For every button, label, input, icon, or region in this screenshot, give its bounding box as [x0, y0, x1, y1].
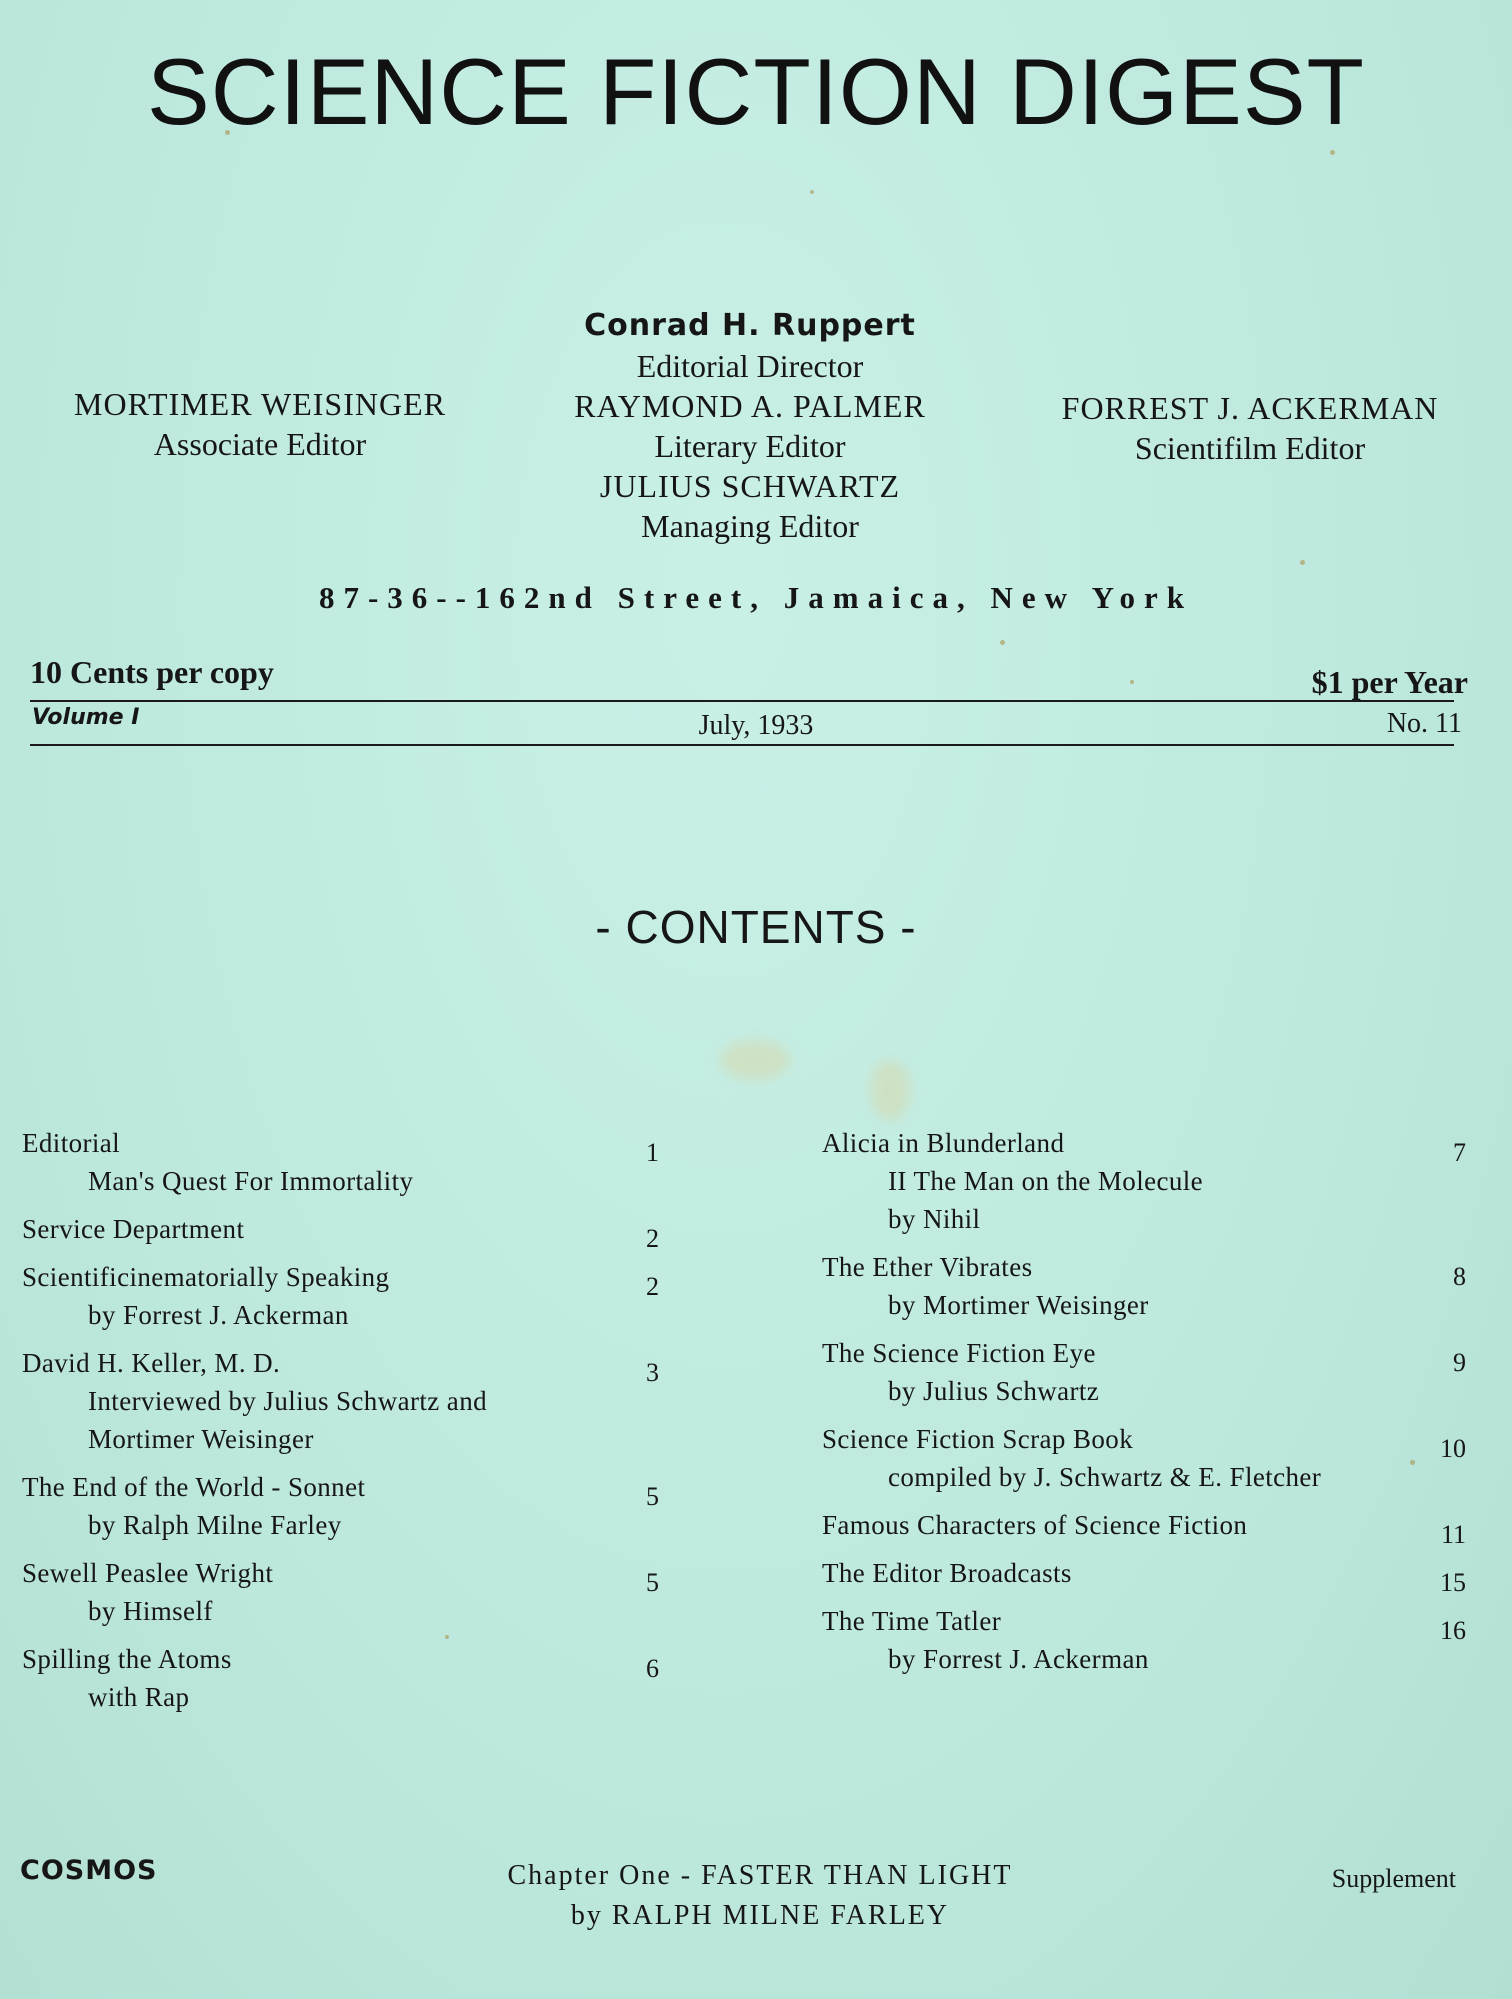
volume-label: Volume I — [32, 705, 140, 730]
contents-entry-page: 8 — [1453, 1262, 1466, 1291]
contents-entry-page: 5 — [646, 1568, 659, 1597]
contents-entry-subtitle: by Ralph Milne Farley — [88, 1510, 342, 1540]
contents-entry — [22, 1468, 682, 1544]
price-per-year: $1 per Year — [1311, 664, 1468, 700]
associate-editor-role: Associate Editor — [153, 426, 367, 462]
contents-entry — [22, 1554, 682, 1630]
contents-entry-title: Spilling the Atoms — [22, 1644, 232, 1674]
contents-entry-page: 6 — [646, 1654, 659, 1683]
contents-entry-title: Editorial — [22, 1128, 121, 1158]
managing-editor-name: JULIUS SCHWARTZ — [599, 468, 901, 504]
contents-entry-page: 3 — [646, 1358, 659, 1387]
top-rule — [30, 700, 1454, 702]
contents-entry-title: The Time Tatler — [822, 1606, 1002, 1636]
contents-entry-title: Scientificinematorially Speaking — [22, 1262, 390, 1292]
contents-entry-page: 11 — [1440, 1520, 1466, 1549]
footer-serial-line1: Chapter One - FASTER THAN LIGHT — [507, 1860, 1013, 1891]
contents-entry-page: 1 — [646, 1138, 659, 1167]
price-per-copy: 10 Cents per copy — [30, 654, 274, 690]
masthead-title: SCIENCE FICTION DIGEST — [147, 39, 1365, 144]
contents-entry-title: Sewell Peaslee Wright — [22, 1558, 274, 1588]
editorial-director-name: Conrad H. Ruppert — [584, 308, 916, 343]
staff-left-block — [20, 384, 500, 464]
contents-entry — [822, 1506, 1472, 1549]
contents-entry — [22, 1258, 682, 1334]
contents-entry-subtitle: by Julius Schwartz — [888, 1376, 1100, 1406]
contents-entry — [822, 1420, 1472, 1496]
contents-entry-title: Service Department — [22, 1214, 245, 1244]
literary-editor-role: Literary Editor — [654, 428, 846, 464]
publisher-address: 87-36--162nd Street, Jamaica, New York — [318, 580, 1194, 615]
issue-number: No. 11 — [1386, 708, 1462, 739]
paper-stain — [720, 1040, 790, 1080]
contents-heading: - CONTENTS - — [595, 901, 917, 953]
issue-date: July, 1933 — [698, 710, 814, 741]
literary-editor-name: RAYMOND A. PALMER — [574, 388, 926, 424]
paper-speck — [1130, 680, 1134, 684]
contents-entry — [22, 1210, 682, 1253]
contents-entry-title: The End of the World - Sonnet — [22, 1472, 366, 1502]
contents-entry-subtitle: by Forrest J. Ackerman — [88, 1300, 349, 1330]
paper-stain — [870, 1060, 910, 1120]
editorial-director-role: Editorial Director — [636, 348, 864, 384]
associate-editor-name: MORTIMER WEISINGER — [74, 386, 446, 422]
contents-entry-page: 10 — [1440, 1434, 1466, 1463]
contents-entry — [22, 1124, 682, 1200]
contents-entry-page: 2 — [646, 1224, 659, 1253]
staff-center-block — [490, 306, 1010, 546]
contents-entry-title: Science Fiction Scrap Book — [822, 1424, 1134, 1454]
contents-entry-title: David H. Keller, M. D. — [22, 1348, 281, 1378]
contents-entry-subtitle: compiled by J. Schwartz & E. Fletcher — [888, 1462, 1322, 1492]
contents-entry — [822, 1248, 1472, 1324]
paper-speck — [810, 190, 814, 194]
contents-entry-subtitle: Man's Quest For Immortality — [88, 1166, 414, 1196]
paper-speck — [1000, 640, 1005, 645]
footer-serial-line2: by RALPH MILNE FARLEY — [570, 1900, 950, 1931]
contents-entry-subtitle: II The Man on the Molecule — [888, 1166, 1204, 1196]
contents-entry-page: 15 — [1440, 1568, 1466, 1597]
contents-entry-title: The Editor Broadcasts — [822, 1558, 1072, 1588]
contents-entry-title: The Science Fiction Eye — [822, 1338, 1096, 1368]
footer-serial — [400, 1856, 1120, 1936]
contents-entry-subtitle: by Mortimer Weisinger — [888, 1290, 1149, 1320]
contents-entry — [822, 1334, 1472, 1410]
contents-entry-subtitle: with Rap — [88, 1682, 190, 1712]
scientifilm-editor-name: FORREST J. ACKERMAN — [1061, 390, 1439, 426]
contents-entry — [822, 1124, 1472, 1238]
contents-entry-title: Famous Characters of Science Fiction — [822, 1510, 1248, 1540]
staff-right-block — [1020, 388, 1480, 468]
contents-entry-subtitle: Interviewed by Julius Schwartz and — [88, 1386, 487, 1416]
contents-entry — [822, 1554, 1472, 1597]
contents-entry-title: Alicia in Blunderland — [822, 1128, 1065, 1158]
contents-entry-page: 2 — [646, 1272, 659, 1301]
contents-entry-subtitle: by Forrest J. Ackerman — [888, 1644, 1149, 1674]
contents-entry — [22, 1640, 682, 1716]
paper-speck — [1330, 150, 1335, 155]
scientifilm-editor-role: Scientifilm Editor — [1134, 430, 1366, 466]
bottom-rule — [30, 744, 1454, 746]
contents-entry — [22, 1344, 682, 1458]
contents-entry — [822, 1602, 1472, 1678]
contents-entry-subtitle: Mortimer Weisinger — [88, 1424, 314, 1454]
contents-entry-page: 9 — [1453, 1348, 1466, 1377]
footer-cosmos: COSMOS — [20, 1855, 158, 1886]
contents-entry-subtitle: by Nihil — [888, 1204, 981, 1234]
footer-supplement: Supplement — [1331, 1864, 1456, 1893]
contents-entry-title: The Ether Vibrates — [822, 1252, 1033, 1282]
contents-left-column — [22, 1124, 682, 1726]
managing-editor-role: Managing Editor — [641, 508, 859, 544]
contents-entry-page: 7 — [1453, 1138, 1466, 1167]
contents-entry-page: 16 — [1440, 1616, 1466, 1645]
contents-right-column — [822, 1124, 1472, 1688]
contents-entry-subtitle: by Himself — [88, 1596, 213, 1626]
contents-entry-page: 5 — [646, 1482, 659, 1511]
paper-speck — [1300, 560, 1305, 565]
